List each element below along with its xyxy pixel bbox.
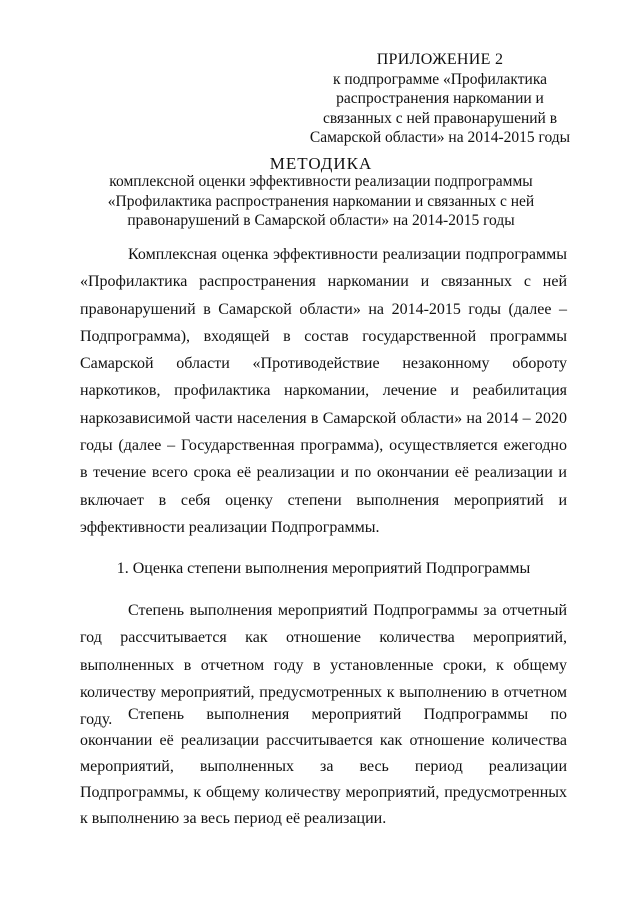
section-paragraph-annual: Степень выполнения мероприятий Подпрограммы за отчетный год рассчитывается как отношение количества мероприятий, выполненных в отчетном году в установленные сроки, к общему количеству мероприятий, предусмотренных к выполнению в отчетном году. (80, 602, 567, 729)
section-paragraph-final: Степень выполнения мероприятий Подпрограммы по окончании её реализации рассчитывается как отношение количества мероприятий, выполненных за весь период реализации Подпрограммы, к общему количеству мероприятий, предусмотренных к выполнению за весь период её реализации. (80, 706, 567, 827)
intro-paragraph: Комплексная оценка эффективности реализации подпрограммы «Профилактика распространения наркомании и связанных с ней правонарушений в Самарской области» на 2014-2015 годы (далее – Подпрограмма), входящей в состав государственной программы Самарской области «Противодействие незаконному обороту наркотиков, профилактика наркомании, лечение и реабилитация наркозависимой части населения в Самарской области» на 2014 – 2020 годы (далее – Государственная программа), осуществляется ежегодно в течение всего срока её реализации и по окончании её реализации и включает в себя оценку степени выполнения мероприятий и эффективности реализации Подпрограммы. (80, 246, 567, 536)
appendix-header (300, 50, 580, 148)
subtitle-line: комплексной оценки эффективности реализации подпрограммы (109, 173, 533, 190)
methodology-title: МЕТОДИКА (269, 154, 373, 173)
methodology-subtitle (40, 172, 602, 231)
appendix-title: ПРИЛОЖЕНИЕ 2 (376, 51, 504, 68)
appendix-line: связанных с ней правонарушений в (322, 109, 558, 127)
subtitle-line: «Профилактика распространения наркомании и связанных с ней (107, 192, 535, 210)
appendix-line: Самарской области» на 2014-2015 годы (309, 129, 571, 146)
appendix-line: распространения наркомании и (336, 90, 544, 107)
subtitle-line: правонарушений в Самарской области» на 2014-2015 годы (127, 212, 515, 229)
section-heading: 1. Оценка степени выполнения мероприятий Подпрограммы (116, 560, 531, 577)
appendix-line: к подпрограмме «Профилактика (332, 70, 547, 88)
